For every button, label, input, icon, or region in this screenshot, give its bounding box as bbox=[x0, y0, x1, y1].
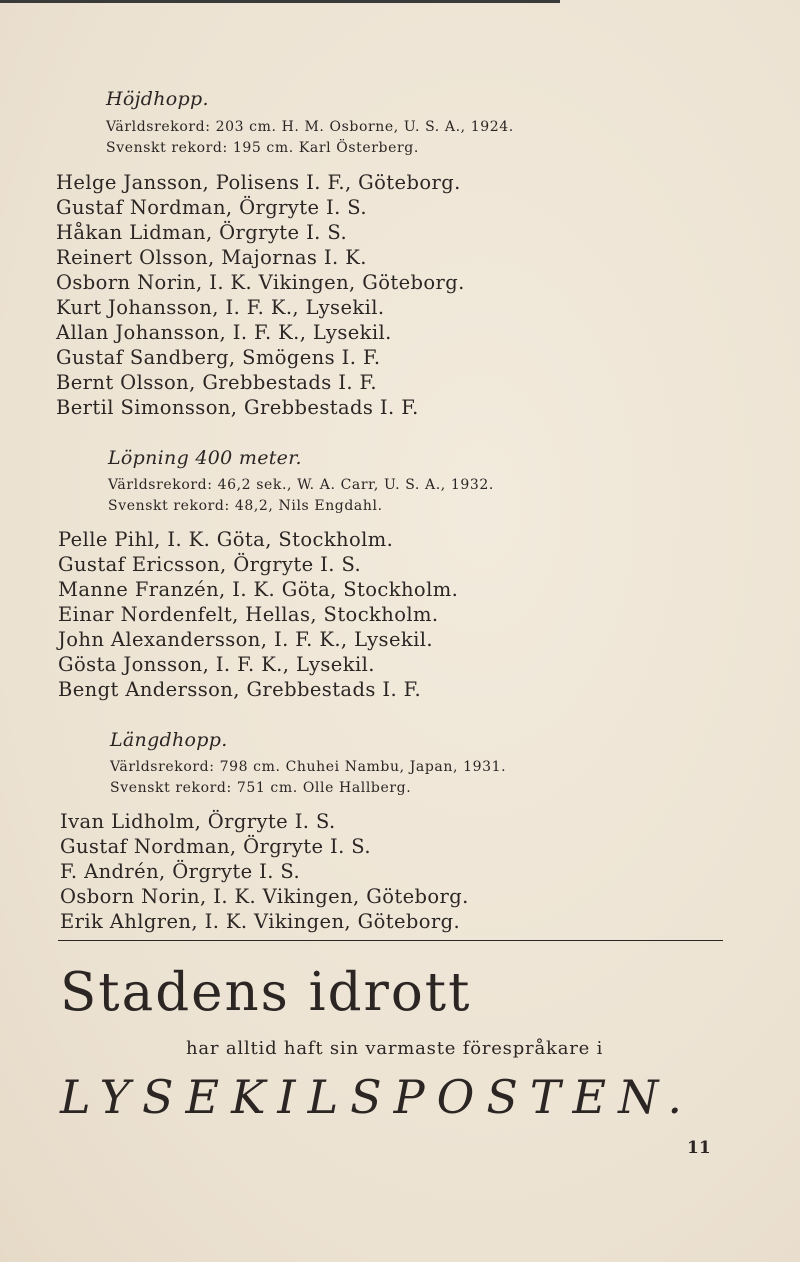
list-item: Gustaf Sandberg, Smögens I. F. bbox=[56, 346, 381, 369]
list-item: Reinert Olsson, Majornas I. K. bbox=[56, 246, 367, 269]
list-item: Bertil Simonsson, Grebbestads I. F. bbox=[56, 396, 419, 419]
list-item: Bernt Olsson, Grebbestads I. F. bbox=[56, 371, 378, 394]
page-number: 11 bbox=[687, 1138, 711, 1158]
divider bbox=[58, 940, 723, 941]
ad-subtitle: har alltid haft sin varmaste förespråkare i bbox=[186, 1038, 604, 1059]
list-item: Kurt Johansson, I. F. K., Lysekil. bbox=[56, 296, 385, 319]
swedish-record: Svenskt rekord: 751 cm. Olle Hallberg. bbox=[110, 780, 412, 796]
swedish-record: Svenskt rekord: 48,2, Nils Engdahl. bbox=[108, 498, 383, 514]
list-item: Bengt Andersson, Grebbestads I. F. bbox=[58, 678, 422, 701]
list-item: Helge Jansson, Polisens I. F., Göteborg. bbox=[56, 171, 461, 194]
list-item: Osborn Norin, I. K. Vikingen, Göteborg. bbox=[60, 885, 469, 908]
list-item: Allan Johansson, I. F. K., Lysekil. bbox=[56, 321, 392, 344]
list-item: Erik Ahlgren, I. K. Vikingen, Göteborg. bbox=[60, 910, 461, 933]
section-heading: Höjdhopp. bbox=[106, 88, 209, 110]
list-item: Ivan Lidholm, Örgryte I. S. bbox=[60, 810, 336, 833]
swedish-record: Svenskt rekord: 195 cm. Karl Österberg. bbox=[106, 140, 419, 156]
list-item: Osborn Norin, I. K. Vikingen, Göteborg. bbox=[56, 271, 465, 294]
ad-title: Stadens idrott bbox=[60, 962, 472, 1023]
list-item: Pelle Pihl, I. K. Göta, Stockholm. bbox=[58, 528, 394, 551]
list-item: Gustaf Ericsson, Örgryte I. S. bbox=[58, 553, 362, 576]
list-item: F. Andrén, Örgryte I. S. bbox=[60, 860, 301, 883]
list-item: John Alexandersson, I. F. K., Lysekil. bbox=[58, 628, 433, 651]
section-heading: Längdhopp. bbox=[110, 729, 228, 751]
list-item: Einar Nordenfelt, Hellas, Stockholm. bbox=[58, 603, 439, 626]
list-item: Manne Franzén, I. K. Göta, Stockholm. bbox=[58, 578, 459, 601]
world-record: Världsrekord: 203 cm. H. M. Osborne, U. S. A., 1924. bbox=[106, 119, 514, 135]
world-record: Världsrekord: 798 cm. Chuhei Nambu, Japan, 1931. bbox=[110, 759, 507, 775]
ad-newspaper-name: LYSEKILSPOSTEN. bbox=[60, 1070, 695, 1124]
list-item: Håkan Lidman, Örgryte I. S. bbox=[56, 221, 348, 244]
world-record: Världsrekord: 46,2 sek., W. A. Carr, U. S. A., 1932. bbox=[108, 477, 494, 493]
list-item: Gustaf Nordman, Örgryte I. S. bbox=[56, 196, 367, 219]
list-item: Gustaf Nordman, Örgryte I. S. bbox=[60, 835, 371, 858]
list-item: Gösta Jonsson, I. F. K., Lysekil. bbox=[58, 653, 375, 676]
section-heading: Löpning 400 meter. bbox=[108, 447, 302, 469]
scan-edge bbox=[0, 0, 560, 3]
